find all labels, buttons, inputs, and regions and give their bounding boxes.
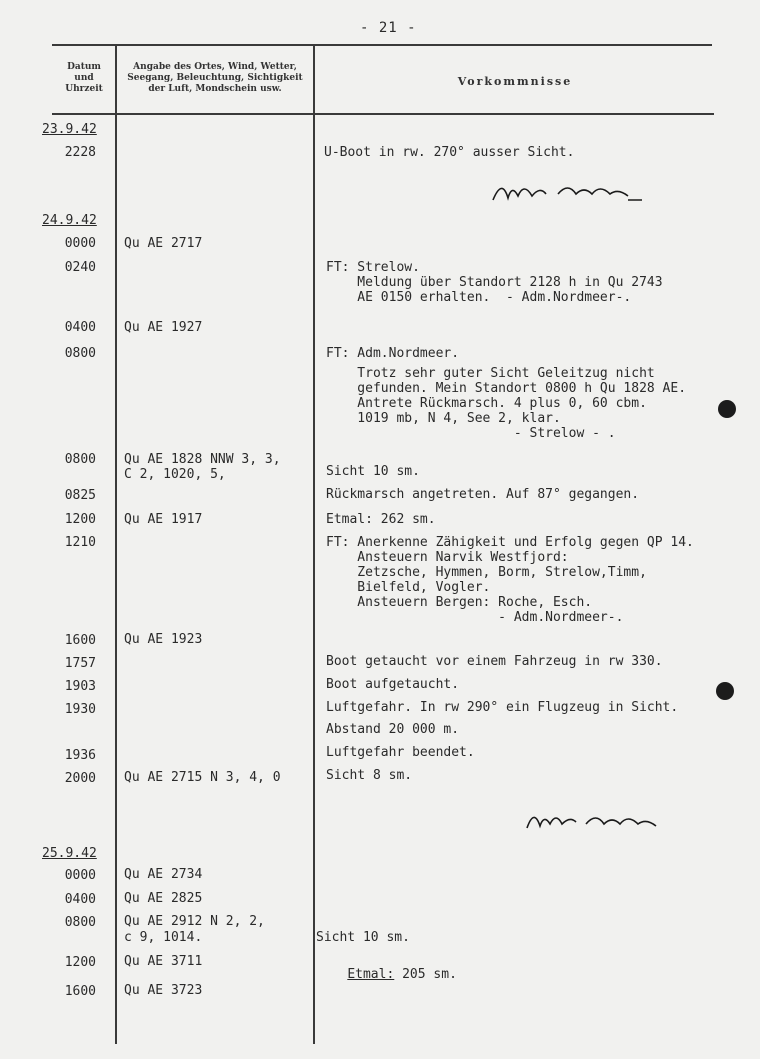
time-cell: 1600 [64, 984, 96, 999]
location-cell: Qu AE 1923 [124, 632, 203, 647]
time-cell: 1903 [64, 679, 96, 694]
column-divider-2 [313, 44, 315, 1044]
event-cell: U-Boot in rw. 270° ausser Sicht. [324, 145, 575, 160]
event-cell: Antrete Rückmarsch. 4 plus 0, 60 cbm. [326, 396, 647, 411]
event-cell: Sicht 10 sm. [326, 464, 420, 479]
location-cell: Qu AE 2912 N 2, 2, [124, 914, 265, 929]
punch-hole [716, 682, 734, 700]
location-cell: Qu AE 2717 [124, 236, 203, 251]
header-location-weather: Angabe des Ortes, Wind, Wetter, Seegang, Beleuchtung, Sichtigkeit der Luft, Mondschein usw. [127, 62, 303, 94]
time-cell: 2000 [64, 771, 96, 786]
header-rule [52, 113, 714, 115]
event-cell: gefunden. Mein Standort 0800 h Qu 1828 AE. [326, 381, 687, 396]
location-cell: Qu AE 2715 N 3, 4, 0 [124, 770, 281, 785]
event-cell: Boot getaucht vor einem Fahrzeug in rw 330. [326, 654, 663, 669]
event-cell: Etmal: 262 sm. [326, 512, 436, 527]
event-cell [316, 952, 457, 997]
location-cell: Qu AE 1917 [124, 512, 203, 527]
date-heading: 24.9.42 [42, 213, 97, 228]
date-heading: 25.9.42 [42, 846, 97, 861]
top-rule [52, 44, 712, 46]
event-cell: Boot aufgetaucht. [326, 677, 460, 692]
event-cell: 1019 mb, N 4, See 2, klar. [326, 411, 561, 426]
time-cell: 0800 [64, 915, 96, 930]
time-cell: 1936 [64, 748, 96, 763]
event-cell: Luftgefahr. In rw 290° ein Flugzeug in Sicht. [326, 700, 679, 715]
event-cell: Luftgefahr beendet. [326, 745, 475, 760]
time-cell: 0800 [64, 452, 96, 467]
signature-1 [488, 170, 648, 210]
time-cell: 1757 [64, 656, 96, 671]
time-cell: 0400 [64, 320, 96, 335]
location-cell: Qu AE 2825 [124, 891, 203, 906]
time-cell: 0400 [64, 892, 96, 907]
location-cell: c 9, 1014. [124, 930, 203, 945]
time-cell: 0000 [64, 236, 96, 251]
date-heading: 23.9.42 [42, 122, 97, 137]
time-cell: 0240 [64, 260, 96, 275]
header-events: Vorkommnisse [457, 75, 573, 88]
location-cell: Qu AE 3723 [124, 983, 203, 998]
time-cell: 0800 [64, 346, 96, 361]
signature-2 [522, 800, 672, 840]
event-cell: Trotz sehr guter Sicht Geleitzug nicht [326, 366, 655, 381]
time-cell: 0000 [64, 868, 96, 883]
time-cell: 1210 [64, 535, 96, 550]
location-cell: Qu AE 2734 [124, 867, 203, 882]
time-cell: 1930 [64, 702, 96, 717]
location-cell: Qu AE 1927 [124, 320, 203, 335]
event-cell: - Adm.Nordmeer-. [326, 610, 624, 625]
time-cell: 0825 [64, 488, 96, 503]
time-cell: 1200 [64, 955, 96, 970]
event-cell: Sicht 10 sm. [316, 930, 410, 945]
etmal-value: 205 sm. [394, 967, 457, 982]
event-cell: Sicht 8 sm. [326, 768, 413, 783]
time-cell: 1200 [64, 512, 96, 527]
time-cell: 2228 [64, 145, 96, 160]
event-cell: FT: Adm.Nordmeer. [326, 346, 460, 361]
header-date-time: Datum und Uhrzeit [65, 62, 103, 94]
location-cell: Qu AE 1828 NNW 3, 3, [124, 452, 281, 467]
event-cell: - Strelow - . [326, 426, 616, 441]
location-cell: Qu AE 3711 [124, 954, 203, 969]
event-cell: Ansteuern Bergen: Roche, Esch. [326, 595, 593, 610]
event-cell: Abstand 20 000 m. [326, 722, 460, 737]
event-cell: AE 0150 erhalten. - Adm.Nordmeer-. [326, 290, 632, 305]
event-cell: Zetzsche, Hymmen, Borm, Strelow,Timm, [326, 565, 647, 580]
location-cell: C 2, 1020, 5, [124, 467, 226, 482]
punch-hole [718, 400, 736, 418]
page-number: - 21 - [360, 20, 417, 36]
column-divider-1 [115, 44, 117, 1044]
etmal-label: Etmal: [347, 967, 395, 982]
event-cell: Ansteuern Narvik Westfjord: [326, 550, 569, 565]
event-cell: FT: Strelow. [326, 260, 420, 275]
event-cell: Bielfeld, Vogler. [326, 580, 491, 595]
event-cell: Rückmarsch angetreten. Auf 87° gegangen. [326, 487, 640, 502]
time-cell: 1600 [64, 633, 96, 648]
event-cell: Meldung über Standort 2128 h in Qu 2743 [326, 275, 663, 290]
event-cell: FT: Anerkenne Zähigkeit und Erfolg gegen QP 14. [326, 535, 694, 550]
